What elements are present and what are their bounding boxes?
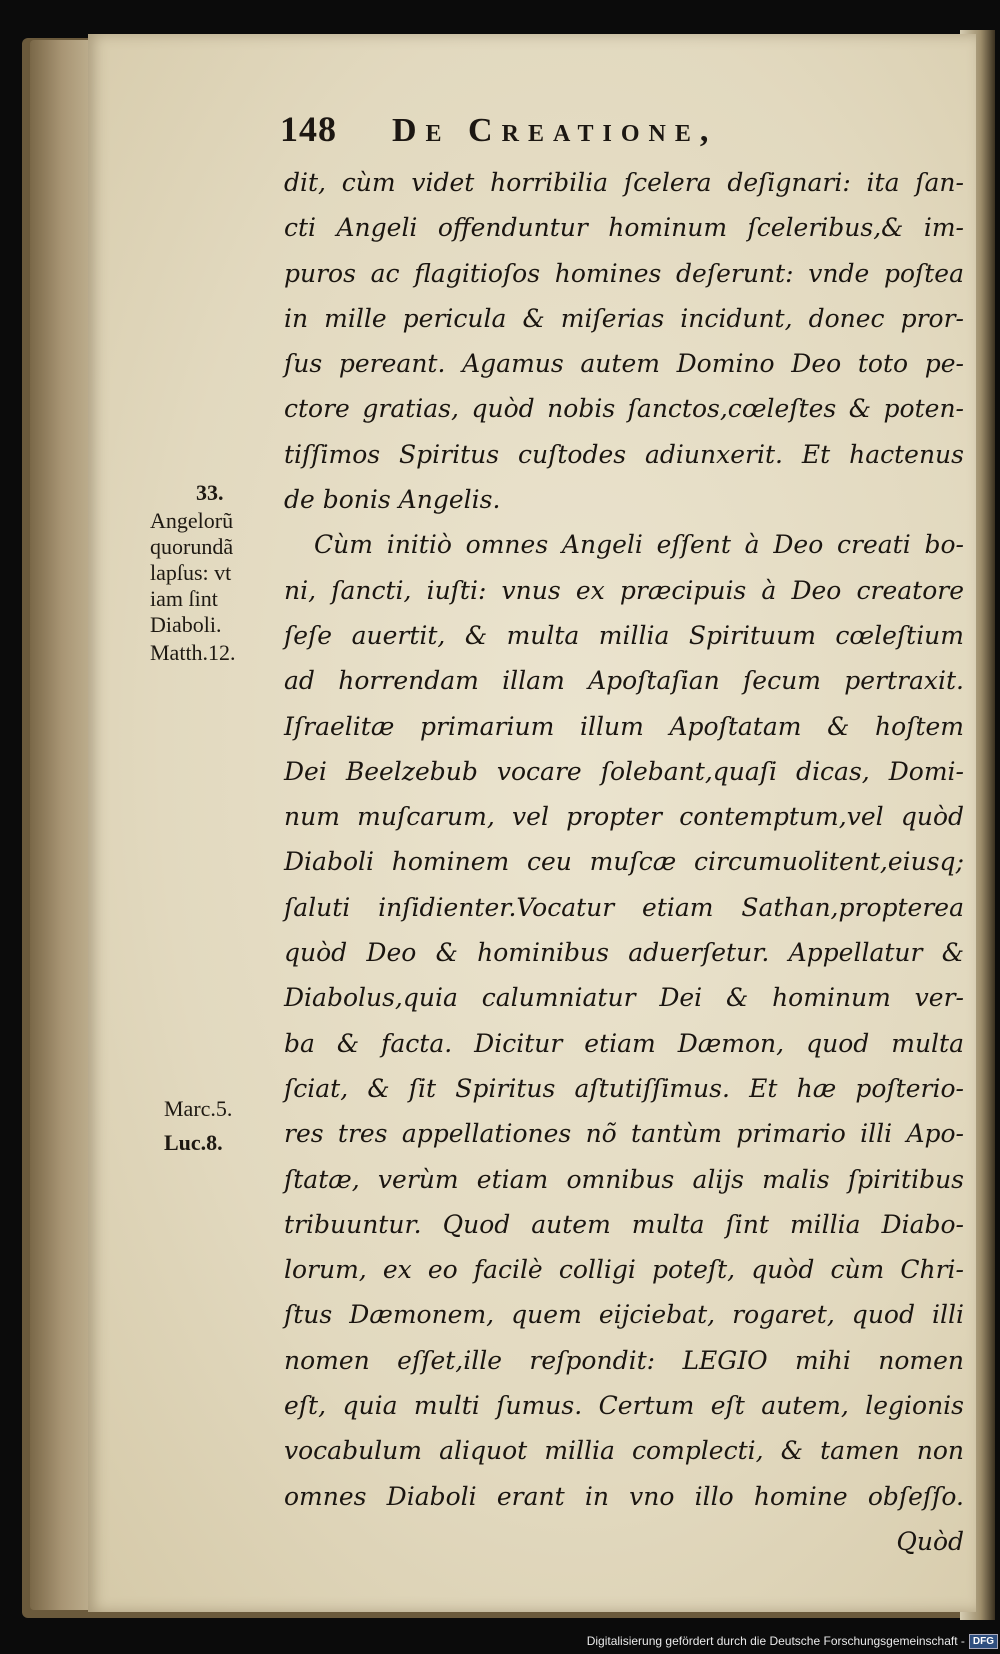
margin-ref-mark: Marc.5. xyxy=(164,1096,233,1121)
text-line: Diaboli hominem ceu muſcæ circumuolitent,eiusq; xyxy=(284,847,964,877)
text-line: omnes Diaboli erant in vno illo homine obſeſſo. xyxy=(284,1481,964,1511)
text-line: cti Angeli offenduntur hominum ſceleribus,& im- xyxy=(284,213,964,243)
text-line: puros ac flagitioſos homines deſerunt: vnde poſtea xyxy=(284,258,964,288)
text-line: ſaluti inſidienter.Vocatur etiam Sathan,propterea xyxy=(284,892,964,922)
text-line: Dei Beelzebub vocare ſolebant,quaſi dicas, Domi- xyxy=(284,756,964,786)
text-line: ad horrendam illam Apoſtaſian ſecum pertraxit. xyxy=(284,666,964,696)
text-line: vocabulum aliquot millia complecti, & tamen non xyxy=(284,1436,964,1466)
text-line: tribuuntur. Quod autem multa ſint millia Diabo- xyxy=(284,1209,964,1239)
text-line: ctore gratias, quòd nobis ſanctos,cœleſtes & poten- xyxy=(284,394,964,424)
text-line: ſciat, & ſit Spiritus aſtutiſſimus. Et hæ poſterio- xyxy=(284,1073,964,1103)
margin-summary-line: iam ſint xyxy=(150,586,218,611)
page-number: 148 xyxy=(280,109,337,149)
text-line: num muſcarum, vel propter contemptum,vel quòd xyxy=(284,802,964,832)
text-line: Cùm initiò omnes Angeli eſſent à Deo creati bo- xyxy=(314,530,964,560)
margin-summary-line: quorundã xyxy=(150,534,234,559)
margin-summary-line: Angelorũ xyxy=(150,508,234,533)
margin-summary-line: lapſus: vt xyxy=(150,560,232,585)
funding-credit: Digitalisierung gefördert durch die Deutsche Forschungsgemeinschaft - xyxy=(586,1634,965,1648)
text-line: Diabolus,quia calumniatur Dei & hominum ver- xyxy=(284,983,964,1013)
margin-ref-matthew: Matth.12. xyxy=(150,640,236,665)
text-line: de bonis Angelis. xyxy=(284,485,501,515)
text-line: ba & facta. Dicitur etiam Dæmon, quod multa xyxy=(284,1028,964,1058)
text-line: nomen eſſet,ille reſpondit: LEGIO mihi nomen xyxy=(284,1345,964,1375)
text-line: ni, ſancti, iuſti: vnus ex præcipuis à Deo creatore xyxy=(284,575,964,605)
text-line: eſt, quia multi ſumus. Certum eſt autem, legionis xyxy=(284,1391,964,1421)
dfg-logo: DFG xyxy=(969,1634,998,1649)
margin-ref-luke: Luc.8. xyxy=(164,1130,223,1155)
text-line: quòd Deo & hominibus aduerſetur. Appellatur & xyxy=(284,938,964,968)
body-text xyxy=(284,160,964,1564)
running-head: De Creatione, xyxy=(392,112,718,149)
text-line: ſtatæ, verùm etiam omnibus alijs malis ſpiritibus xyxy=(284,1164,964,1194)
text-line: tiſſimos Spiritus cuſtodes adiunxerit. Et hactenus xyxy=(284,439,964,469)
margin-summary-line: Diaboli. xyxy=(150,612,222,637)
text-line: dit, cùm videt horribilia ſcelera deſignari: ita ſan- xyxy=(284,168,964,197)
text-line: ſus pereant. Agamus autem Domino Deo toto pe- xyxy=(284,349,964,379)
digitization-footer xyxy=(580,1630,998,1652)
text-line: ſtus Dæmonem, quem eijciebat, rogaret, quod illi xyxy=(284,1300,964,1330)
text-line: ſeſe auertit, & multa millia Spirituum cœleſtium xyxy=(284,620,964,650)
text-line: res tres appellationes nõ tantùm primario illi Apo- xyxy=(284,1119,964,1149)
text-line: lorum, ex eo facilè colligi poteſt, quòd cùm Chri- xyxy=(284,1255,964,1285)
catchword: Quòd xyxy=(896,1526,964,1556)
margin-section-number: 33. xyxy=(196,480,224,505)
text-line: Iſraelitæ primarium illum Apoſtatam & hoſtem xyxy=(284,711,964,741)
text-line: in mille pericula & miſerias incidunt, donec pror- xyxy=(284,303,964,333)
page-header xyxy=(280,108,920,158)
